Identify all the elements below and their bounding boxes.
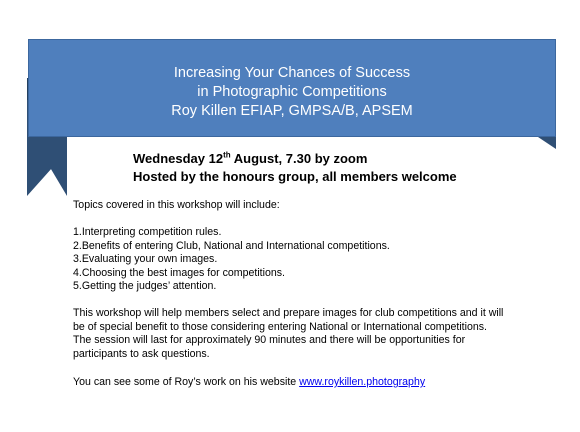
- website-note-text: You can see some of Roy’s work on his website: [73, 376, 300, 388]
- topic-item: 4.Choosing the best images for competitions.: [73, 266, 285, 279]
- banner-presenter: Roy Killen EFIAP, GMPSA/B, APSEM: [171, 103, 413, 119]
- event-date-prefix: Wednesday 12: [133, 151, 224, 166]
- spacer: [73, 213, 543, 227]
- event-date-ordinal: th: [223, 150, 231, 160]
- event-host-line: Hosted by the honours group, all members welcome: [133, 168, 457, 184]
- banner-title-line-2: in Photographic Competitions: [197, 84, 387, 100]
- topics-intro: Topics covered in this workshop will include:: [73, 199, 280, 211]
- event-date-time: [133, 150, 457, 168]
- banner-title-line-1: Increasing Your Chances of Success: [173, 65, 411, 81]
- ribbon-fold-right: [538, 137, 556, 149]
- topic-item: 3.Evaluating your own images.: [73, 253, 218, 265]
- topic-item: 5.Getting the judges’ attention.: [73, 280, 217, 292]
- description-line: The session will last for approximately 90 minutes and there will be opportunities for: [73, 334, 466, 346]
- title-banner: [28, 39, 556, 137]
- event-date-suffix: August, 7.30 by zoom: [230, 151, 368, 166]
- topic-item: 2.Benefits of entering Club, National and International competitions.: [73, 239, 390, 252]
- topic-item: 1.Interpreting competition rules.: [73, 226, 222, 238]
- website-link[interactable]: www.roykillen.photography: [299, 376, 426, 388]
- workshop-description: [73, 199, 543, 361]
- description-line: This workshop will help members select and prepare images for club competitions and it will: [73, 307, 504, 319]
- description-line: participants to ask questions.: [73, 347, 210, 360]
- description-line: be of special benefit to those considering entering National or International competitions.: [73, 320, 487, 333]
- event-details: [133, 150, 457, 185]
- website-note: [73, 376, 425, 390]
- spacer: [73, 294, 543, 308]
